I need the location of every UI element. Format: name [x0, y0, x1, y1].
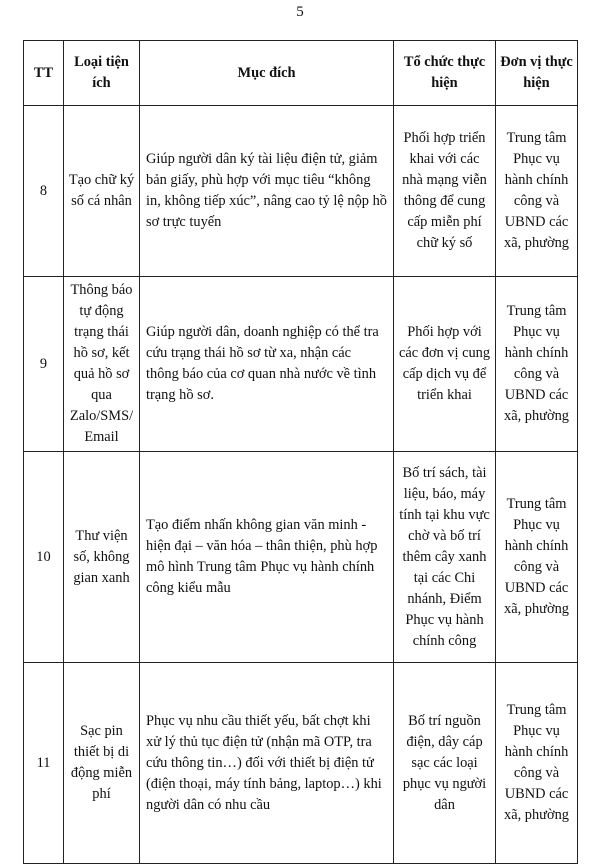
cell-type: Tạo chữ ký số cá nhân: [64, 106, 140, 277]
cell-tt: 9: [24, 277, 64, 452]
cell-purpose: Tạo điểm nhấn không gian văn minh - hiện đại – văn hóa – thân thiện, phù hợp mô hình Trung tâm Phục vụ hành chính công kiểu mẫu: [140, 452, 394, 663]
cell-unit: Trung tâm Phục vụ hành chính công và UBND các xã, phường: [496, 106, 578, 277]
cell-tt: 10: [24, 452, 64, 663]
cell-unit: Trung tâm Phục vụ hành chính công và UBND các xã, phường: [496, 452, 578, 663]
header-purpose: Mục đích: [140, 41, 394, 106]
table-header-row: [24, 41, 578, 106]
table-row: [24, 277, 578, 452]
cell-type: Thông báo tự động trạng thái hồ sơ, kết quả hồ sơ qua Zalo/SMS/ Email: [64, 277, 140, 452]
table-row: [24, 452, 578, 663]
cell-org: Phối hợp triển khai với các nhà mạng viễn thông để cung cấp miễn phí chữ ký số: [394, 106, 496, 277]
cell-purpose: Phục vụ nhu cầu thiết yếu, bất chợt khi xử lý thủ tục điện tử (nhận mã OTP, tra cứu thông tin…) đối với thiết bị điện tử (điện thoại, máy tính bảng, laptop…) khi người dân có nhu cầu: [140, 663, 394, 864]
cell-type: Sạc pin thiết bị di động miễn phí: [64, 663, 140, 864]
table-row: [24, 106, 578, 277]
cell-unit: Trung tâm Phục vụ hành chính công và UBND các xã, phường: [496, 663, 578, 864]
cell-purpose: Giúp người dân, doanh nghiệp có thể tra cứu trạng thái hồ sơ từ xa, nhận các thông báo của cơ quan nhà nước về tình trạng hồ sơ.: [140, 277, 394, 452]
header-type: Loại tiện ích: [64, 41, 140, 106]
cell-tt: 11: [24, 663, 64, 864]
cell-org: Bố trí nguồn điện, dây cáp sạc các loại phục vụ người dân: [394, 663, 496, 864]
cell-purpose: Giúp người dân ký tài liệu điện tử, giảm bản giấy, phù hợp với mục tiêu “không in, không tiếp xúc”, nâng cao tỷ lệ nộp hồ sơ trực tuyến: [140, 106, 394, 277]
cell-type: Thư viện số, không gian xanh: [64, 452, 140, 663]
page-number: 5: [296, 4, 304, 20]
cell-tt: 8: [24, 106, 64, 277]
utilities-table: [23, 40, 578, 864]
header-tt: TT: [24, 41, 64, 106]
header-org: Tổ chức thực hiện: [394, 41, 496, 106]
cell-unit: Trung tâm Phục vụ hành chính công và UBND các xã, phường: [496, 277, 578, 452]
header-unit: Đơn vị thực hiện: [496, 41, 578, 106]
table-row: [24, 663, 578, 864]
cell-org: Phối hợp với các đơn vị cung cấp dịch vụ để triển khai: [394, 277, 496, 452]
cell-org: Bố trí sách, tài liệu, báo, máy tính tại khu vực chờ và bố trí thêm cây xanh tại các Chi nhánh, Điểm Phục vụ hành chính công: [394, 452, 496, 663]
